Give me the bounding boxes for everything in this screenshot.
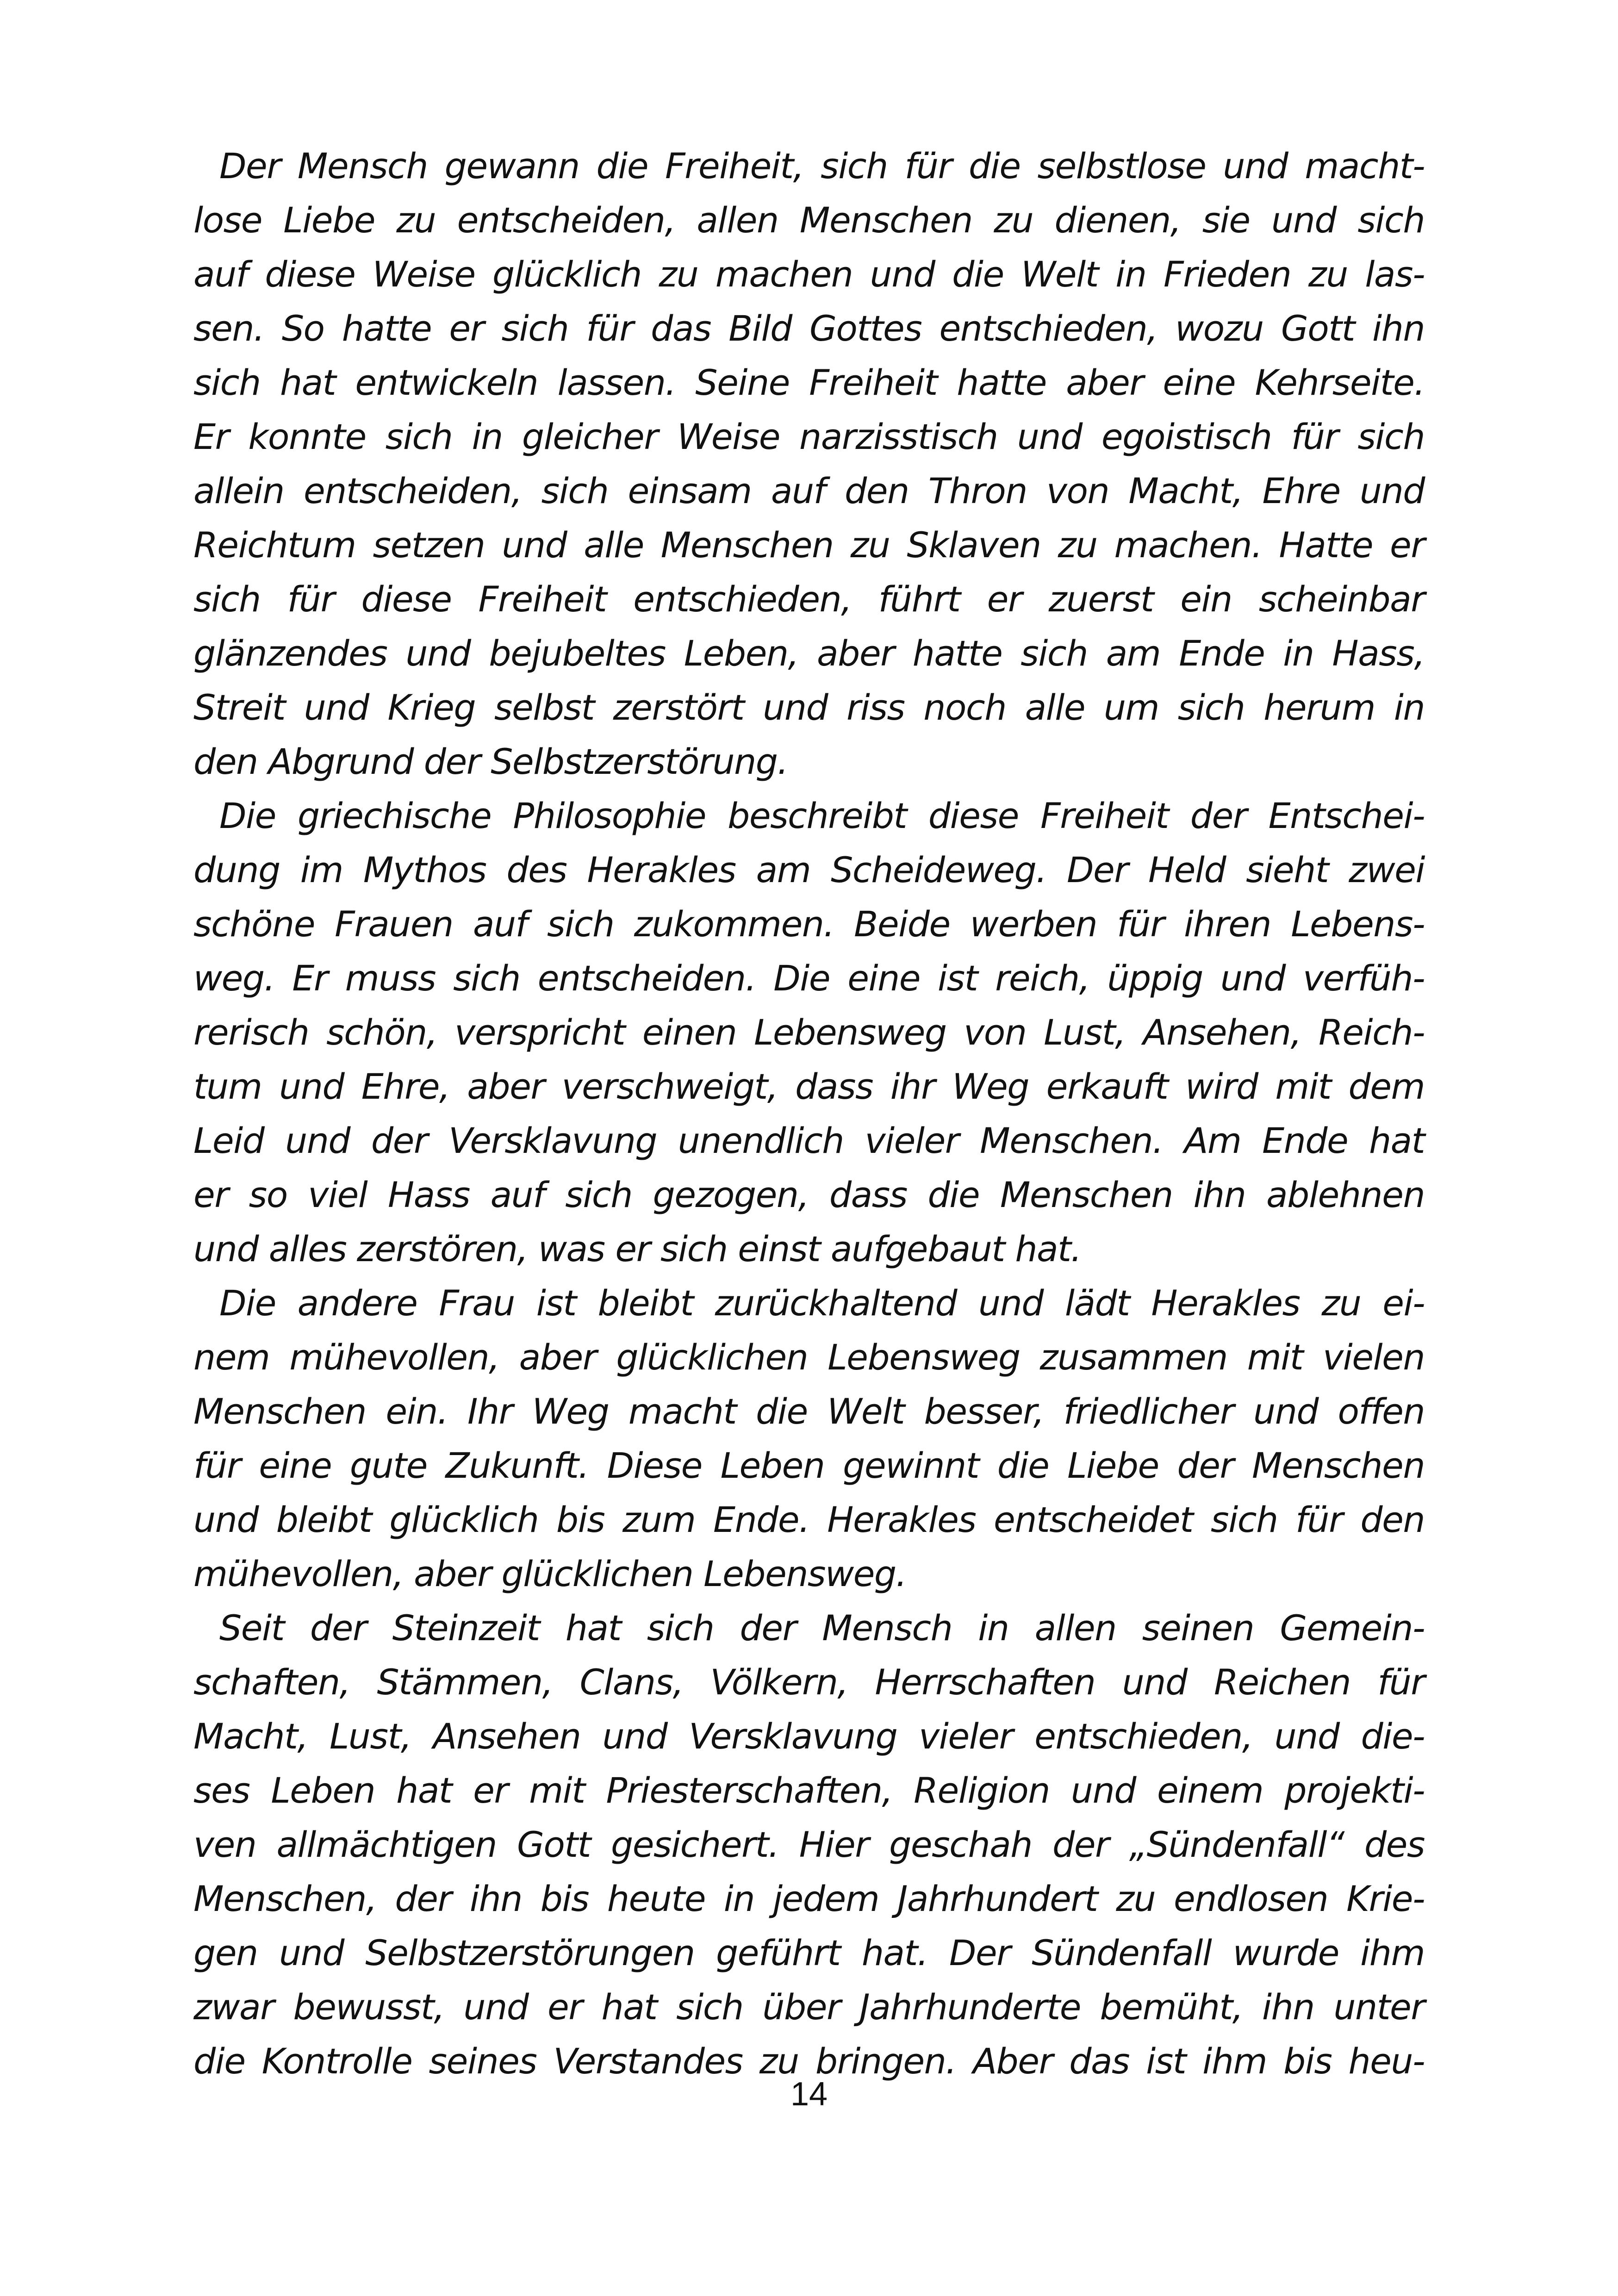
text-line: für eine gute Zukunft. Diese Leben gewinnt die Liebe der Menschen (193, 1445, 1425, 1486)
text-line: die Kontrolle seines Verstandes zu bringen. Aber das ist ihm bis heu- (193, 2041, 1425, 2082)
text-line: dung im Mythos des Herakles am Scheideweg. Der Held sieht zwei (193, 849, 1425, 890)
text-line: und alles zerstören, was er sich einst aufgebaut hat. (193, 1228, 1082, 1269)
text-line: Die andere Frau ist bleibt zurückhaltend und lädt Herakles zu ei- (219, 1282, 1425, 1324)
text-line: Der Mensch gewann die Freiheit, sich für die selbstlose und macht- (219, 145, 1425, 187)
text-line: er so viel Hass auf sich gezogen, dass die Menschen ihn ablehnen (193, 1174, 1425, 1215)
text-line: und bleibt glücklich bis zum Ende. Herakles entscheidet sich für den (193, 1499, 1425, 1540)
text-line: gen und Selbstzerstörungen geführt hat. Der Sündenfall wurde ihm (193, 1932, 1425, 1973)
text-line: Seit der Steinzeit hat sich der Mensch in allen seinen Gemein- (219, 1607, 1425, 1649)
text-line: Macht, Lust, Ansehen und Versklavung vieler entschieden, und die- (193, 1716, 1425, 1757)
text-line: Die griechische Philosophie beschreibt diese Freiheit der Entschei- (219, 795, 1425, 836)
text-line: Streit und Krieg selbst zerstört und riss noch alle um sich herum in (193, 687, 1425, 728)
text-line: allein entscheiden, sich einsam auf den Thron von Macht, Ehre und (193, 470, 1425, 511)
text-line: sich hat entwickeln lassen. Seine Freiheit hatte aber eine Kehrseite. (193, 362, 1425, 403)
text-line: Menschen ein. Ihr Weg macht die Welt besser, friedlicher und offen (193, 1391, 1425, 1432)
text-line: Er konnte sich in gleicher Weise narzisstisch und egoistisch für sich (193, 416, 1425, 457)
text-line: ven allmächtigen Gott gesichert. Hier geschah der „Sündenfall“ des (193, 1824, 1425, 1865)
body-text (193, 139, 1425, 2088)
text-line: Leid und der Versklavung unendlich vieler Menschen. Am Ende hat (193, 1120, 1425, 1161)
text-line: sich für diese Freiheit entschieden, führt er zuerst ein scheinbar (193, 579, 1425, 620)
text-line: Reichtum setzen und alle Menschen zu Sklaven zu machen. Hatte er (193, 524, 1425, 566)
text-line: ses Leben hat er mit Priesterschaften, Religion und einem projekti- (193, 1770, 1425, 1811)
text-line: tum und Ehre, aber verschweigt, dass ihr Weg erkauft wird mit dem (193, 1066, 1425, 1107)
text-line: schaften, Stämmen, Clans, Völkern, Herrschaften und Reichen für (193, 1661, 1425, 1703)
text-line: nem mühevollen, aber glücklichen Lebensweg zusammen mit vielen (193, 1337, 1425, 1378)
text-line: sen. So hatte er sich für das Bild Gottes entschieden, wozu Gott ihn (193, 308, 1425, 349)
text-line: Menschen, der ihn bis heute in jedem Jahrhundert zu endlosen Krie- (193, 1878, 1425, 1919)
text-line: lose Liebe zu entscheiden, allen Menschen zu dienen, sie und sich (193, 199, 1425, 241)
text-line: den Abgrund der Selbstzerstörung. (193, 741, 788, 782)
text-line: rerisch schön, verspricht einen Lebensweg von Lust, Ansehen, Reich- (193, 1012, 1425, 1053)
text-line: auf diese Weise glücklich zu machen und die Welt in Frieden zu las- (193, 254, 1425, 295)
text-line: glänzendes und bejubeltes Leben, aber hatte sich am Ende in Hass, (193, 633, 1425, 674)
text-line: weg. Er muss sich entscheiden. Die eine ist reich, üppig und verfüh- (193, 958, 1425, 999)
page-number: 14 (790, 2076, 828, 2113)
text-line: zwar bewusst, und er hat sich über Jahrhunderte bemüht, ihn unter (193, 1986, 1425, 2028)
text-line: schöne Frauen auf sich zukommen. Beide werben für ihren Lebens- (193, 903, 1425, 945)
text-line: mühevollen, aber glücklichen Lebensweg. (193, 1553, 907, 1594)
